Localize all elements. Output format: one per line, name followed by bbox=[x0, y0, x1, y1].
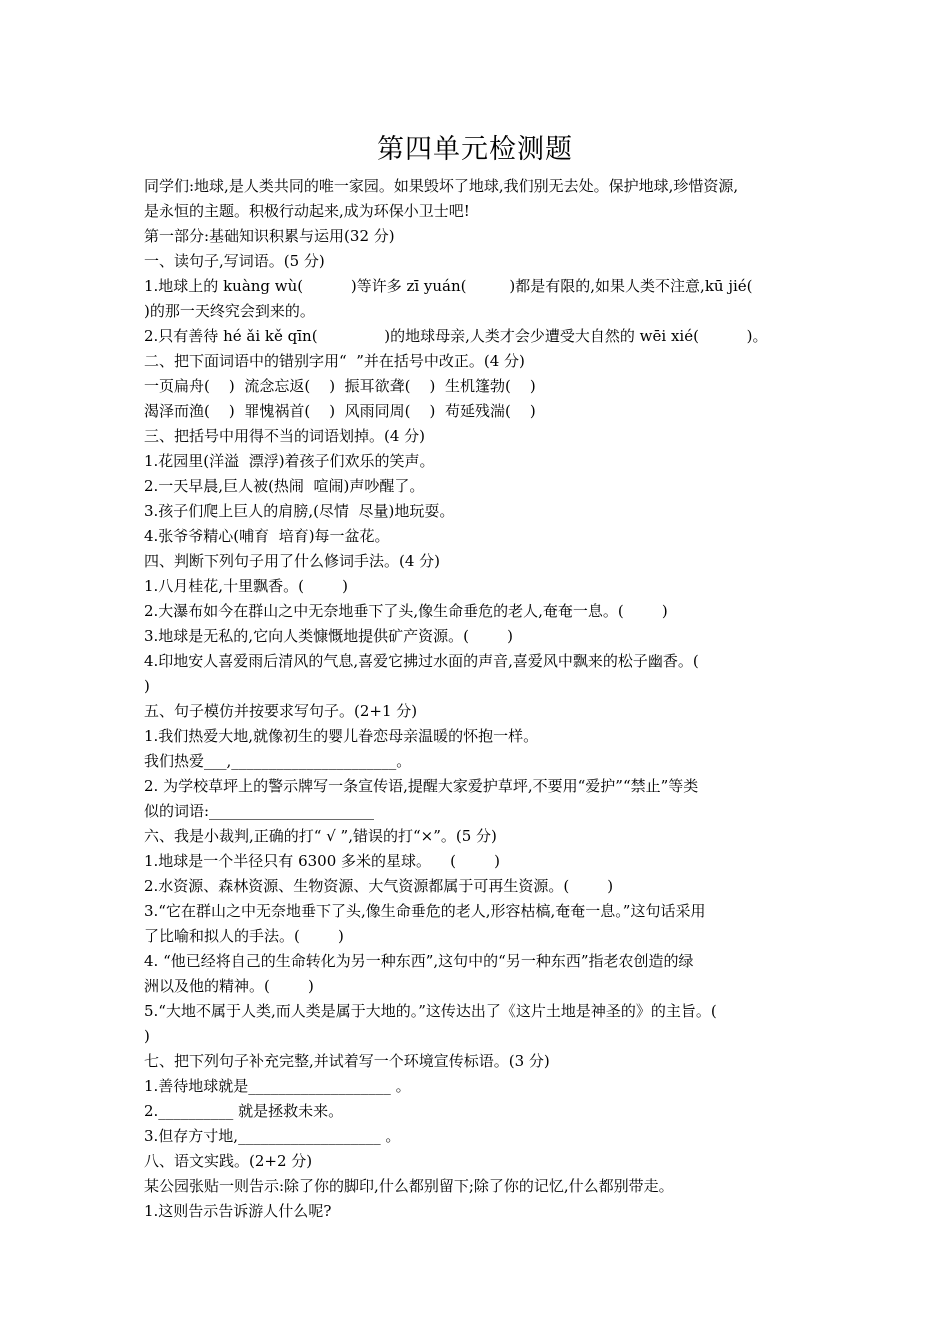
text-line: 七、把下列句子补充完整,并试着写一个环境宣传标语。(3 分) bbox=[144, 1052, 550, 1070]
text-line: 三、把括号中用得不当的词语划掉。(4 分) bbox=[144, 427, 426, 445]
text-line: 一页扁舟( ) 流念忘返( ) 振耳欲聋( ) 生机篷勃( ) bbox=[144, 377, 536, 395]
text-line: 第一部分:基础知识积累与运用(32 分) bbox=[144, 227, 395, 245]
text-line: 3.地球是无私的,它向人类慷慨地提供矿产资源。( ) bbox=[144, 627, 513, 645]
text-line: 2.大瀑布如今在群山之中无奈地垂下了头,像生命垂危的老人,奄奄一息。( ) bbox=[144, 602, 668, 620]
text-line: 3.但存方寸地,___________________ 。 bbox=[144, 1127, 401, 1145]
text-line: )的那一天终究会到来的。 bbox=[144, 302, 315, 320]
text-line: 洲以及他的精神。( ) bbox=[144, 977, 314, 995]
text-line: 2. 为学校草坪上的警示牌写一条宣传语,提醒大家爱护草坪,不要用“爱护”“禁止”等类 bbox=[144, 777, 699, 795]
text-line: 1.我们热爱大地,就像初生的婴儿眷恋母亲温暖的怀抱一样。 bbox=[144, 727, 539, 745]
text-line: 2.只有善待 hé ǎi kě qīn( )的地球母亲,人类才会少遭受大自然的 wēi xié( )。 bbox=[144, 327, 768, 345]
text-line: 1.善待地球就是___________________ 。 bbox=[144, 1077, 411, 1095]
page-title: 第四单元检测题 bbox=[377, 134, 573, 165]
text-line: 1.八月桂花,十里飘香。( ) bbox=[144, 577, 348, 595]
text-line: 5.“大地不属于人类,而人类是属于大地的。”这传达出了《这片土地是神圣的》的主旨。( bbox=[144, 1002, 717, 1020]
text-line: 4.印地安人喜爱雨后清风的气息,喜爱它拂过水面的声音,喜爱风中飘来的松子幽香。( bbox=[144, 652, 699, 670]
text-line: 1.地球是一个半径只有 6300 多米的星球。 ( ) bbox=[144, 852, 500, 870]
text-line: 1.地球上的 kuàng wù( )等许多 zī yuán( )都是有限的,如果人类不注意,kū jié( bbox=[144, 277, 753, 295]
text-line: 2.一天早晨,巨人被(热闹 喧闹)声吵醒了。 bbox=[144, 477, 425, 495]
text-line: 一、读句子,写词语。(5 分) bbox=[144, 252, 325, 270]
text-line: 二、把下面词语中的错别字用“ ”并在括号中改正。(4 分) bbox=[144, 352, 525, 370]
text-line: 4. “他已经将自己的生命转化为另一种东西”,这句中的“另一种东西”指老农创造的绿 bbox=[144, 952, 694, 970]
text-line: 1.这则告示告诉游人什么呢? bbox=[144, 1202, 332, 1220]
text-line: 八、语文实践。(2+2 分) bbox=[144, 1152, 313, 1170]
exam-content bbox=[144, 174, 816, 1224]
text-line: ) bbox=[144, 677, 150, 695]
text-line: 4.张爷爷精心(哺育 培育)每一盆花。 bbox=[144, 527, 390, 545]
text-line: 渴泽而渔( ) 罪愧祸首( ) 风雨同周( ) 苟延残湍( ) bbox=[144, 402, 536, 420]
text-line: 2.水资源、森林资源、生物资源、大气资源都属于可再生资源。( ) bbox=[144, 877, 614, 895]
text-line: 2.__________ 就是拯救未来。 bbox=[144, 1102, 344, 1120]
text-line: 我们热爱___,______________________。 bbox=[144, 752, 412, 770]
text-line: ) bbox=[144, 1027, 150, 1045]
text-line: 了比喻和拟人的手法。( ) bbox=[144, 927, 344, 945]
text-line: 3.“它在群山之中无奈地垂下了头,像生命垂危的老人,形容枯槁,奄奄一息。”这句话采用 bbox=[144, 902, 706, 920]
text-line: 四、判断下列句子用了什么修词手法。(4 分) bbox=[144, 552, 441, 570]
text-line: 五、句子模仿并按要求写句子。(2+1 分) bbox=[144, 702, 418, 720]
text-line: 3.孩子们爬上巨人的肩膀,(尽情 尽量)地玩耍。 bbox=[144, 502, 455, 520]
text-line: 是永恒的主题。积极行动起来,成为环保小卫士吧! bbox=[144, 202, 470, 220]
text-line: 1.花园里(洋溢 漂浮)着孩子们欢乐的笑声。 bbox=[144, 452, 435, 470]
text-line: 六、我是小裁判,正确的打“ √ ”,错误的打“×”。(5 分) bbox=[144, 827, 497, 845]
text-line: 同学们:地球,是人类共同的唯一家园。如果毁坏了地球,我们别无去处。保护地球,珍惜资源, bbox=[144, 177, 739, 195]
text-line: 某公园张贴一则告示:除了你的脚印,什么都别留下;除了你的记忆,什么都别带走。 bbox=[144, 1177, 674, 1195]
text-line: 似的词语:______________________ bbox=[144, 802, 375, 820]
